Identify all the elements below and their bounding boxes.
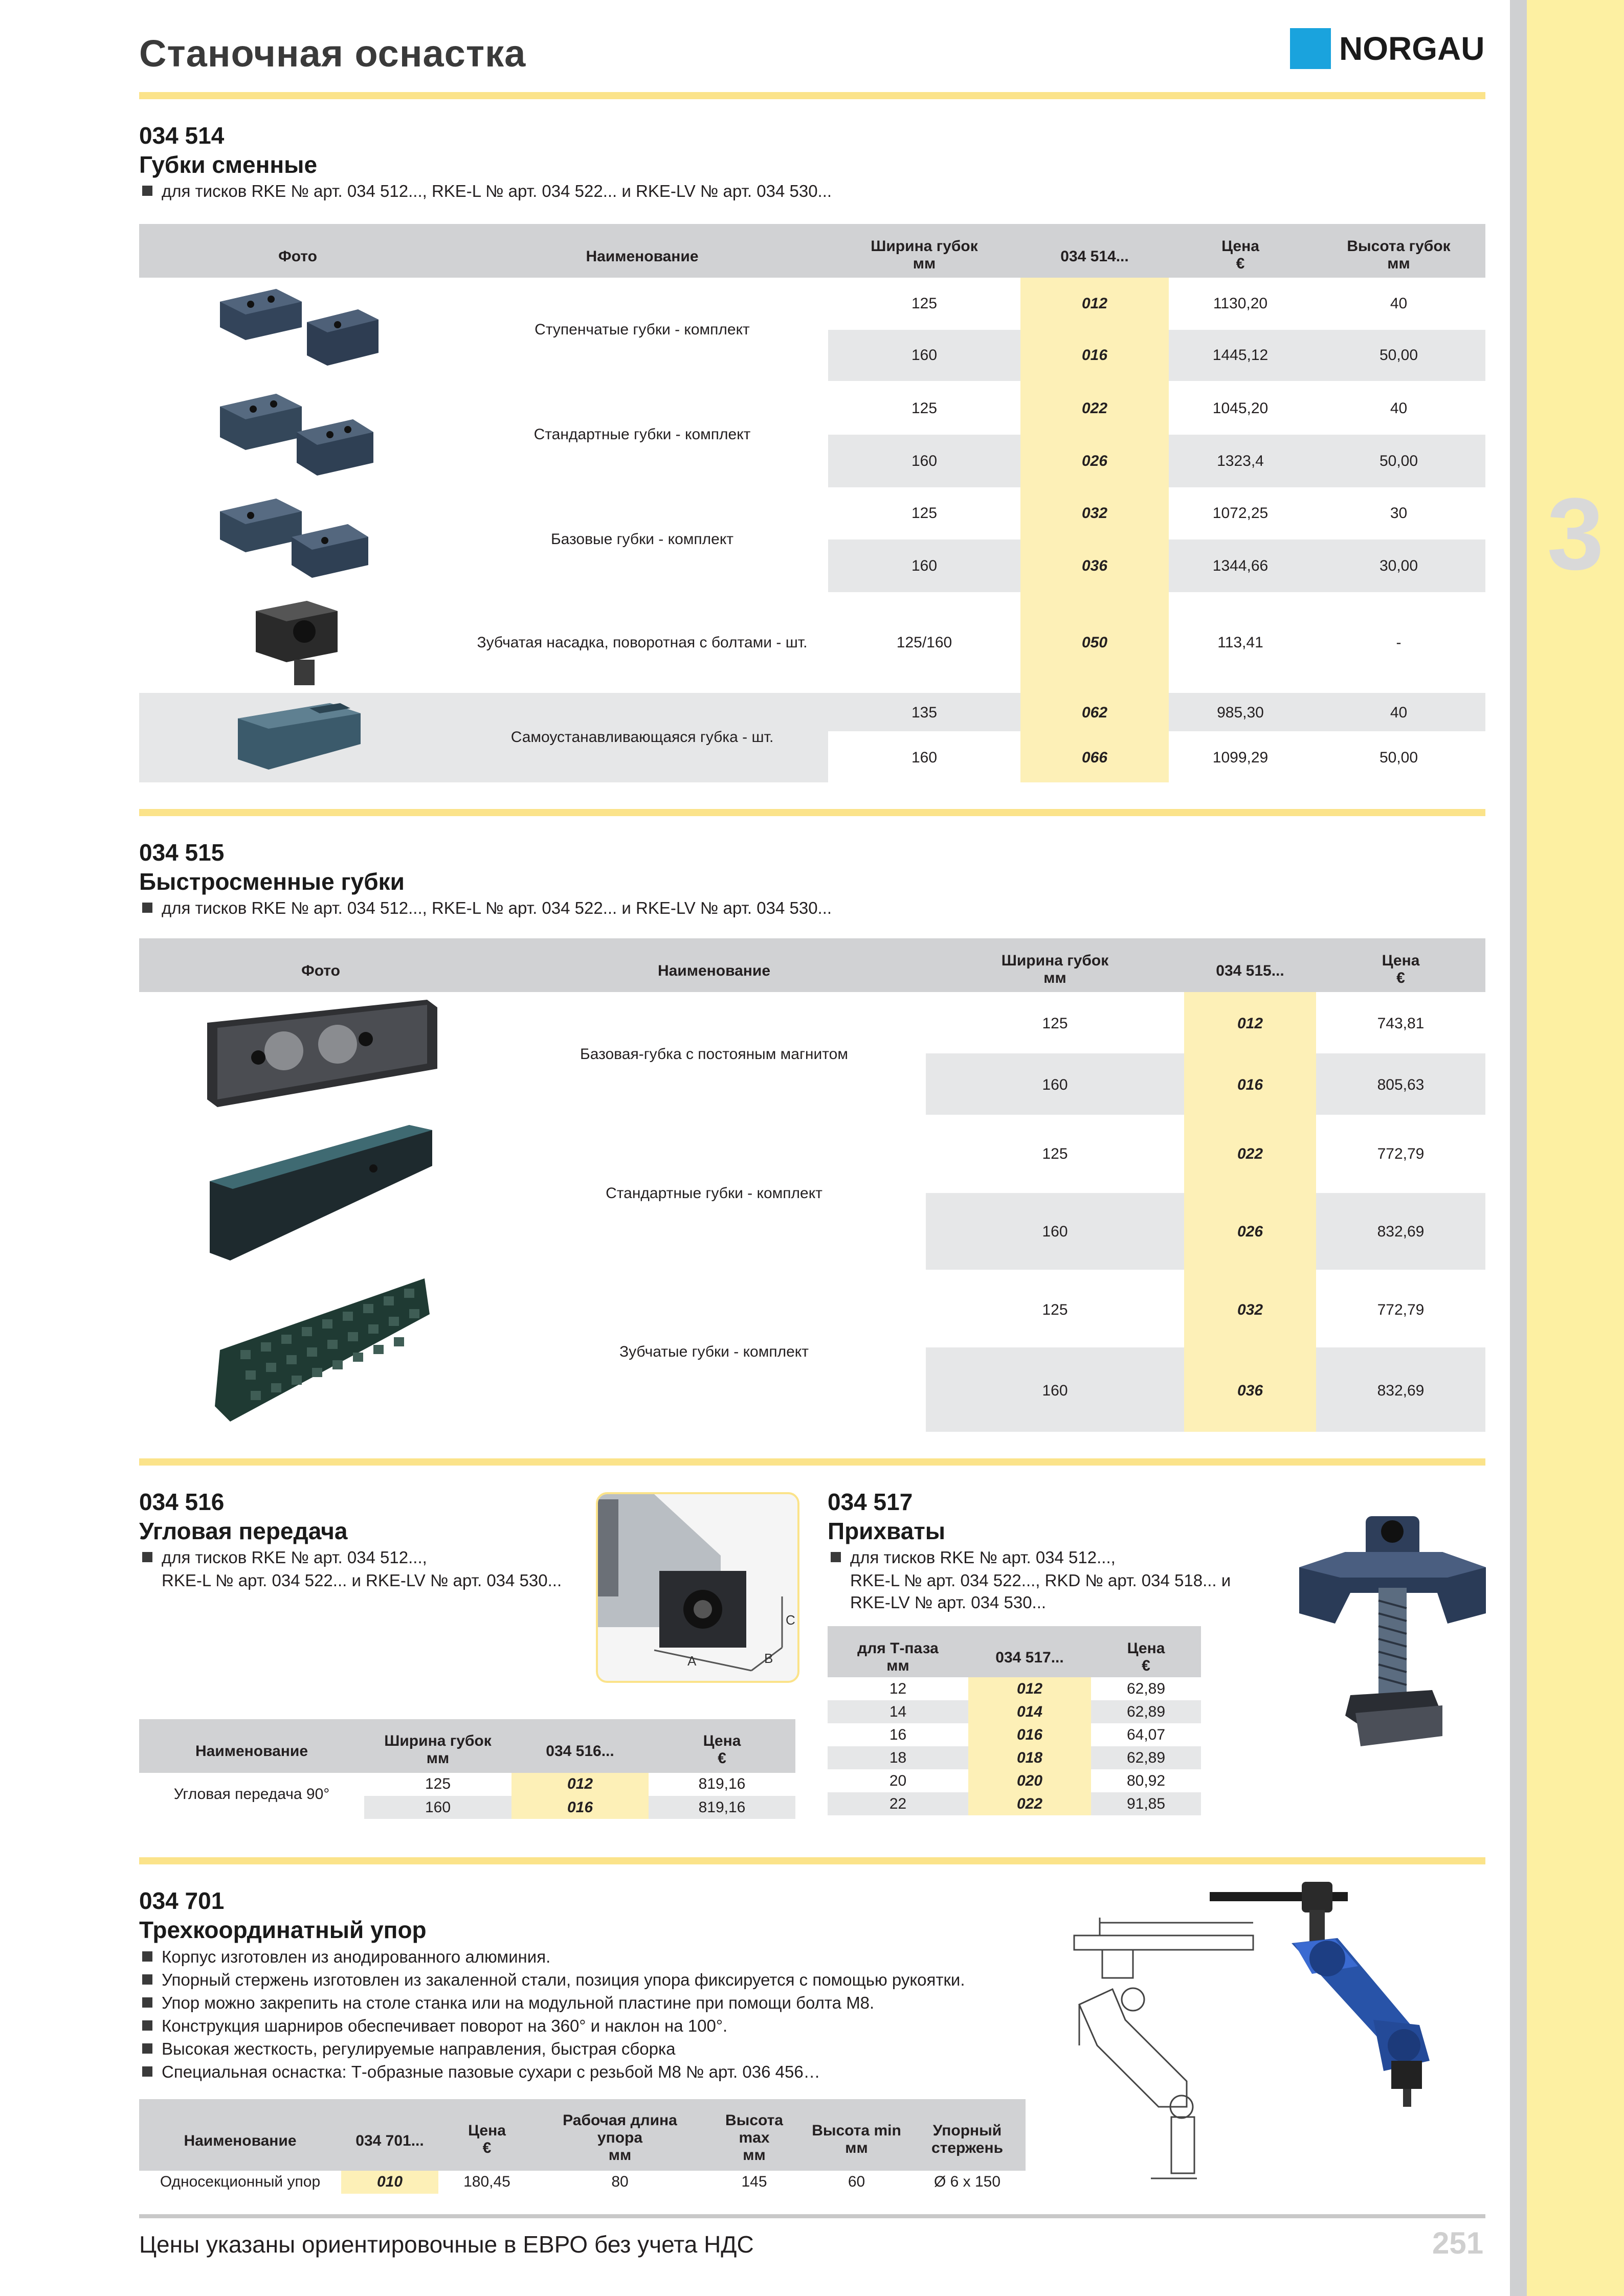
bullet-square-icon [142, 186, 152, 196]
s515-code: 034 515 [139, 839, 225, 866]
s516-hdr-name: Наименование [195, 1743, 308, 1760]
s516-hdr-width: Ширина губок мм [384, 1732, 492, 1767]
s515-hdr-code: 034 515... [1216, 962, 1284, 979]
s515-name: Зубчатые губки - комплект [619, 1343, 809, 1360]
self-aligning-jaw-photo [233, 698, 366, 780]
s701-bullet: Конструкция шарниров обеспечивает поворот на 360° и наклон на 100°. [142, 2016, 727, 2036]
s515-title: Быстросменные губки [139, 868, 405, 895]
s514-name: Стандартные губки - комплект [533, 426, 751, 443]
s514-name: Базовые губки - комплект [550, 531, 734, 548]
bullet-square-icon [142, 1997, 152, 2008]
s701-hdr-hmin: Высота min мм [812, 2122, 901, 2156]
s517-bullet: для тисков RKE № арт. 034 512..., [831, 1548, 1116, 1567]
page-title: Станочная оснастка [139, 32, 526, 75]
s517-bullet-cont: RKE-L № арт. 034 522..., RKD № арт. 034 518... и [850, 1571, 1231, 1590]
footer-divider [139, 2214, 1485, 2218]
side-grey-strip [1510, 0, 1527, 2296]
s514-name: Зубчатая насадка, поворотная с болтами - шт. [477, 634, 808, 651]
base-jaws-photo [215, 491, 384, 588]
s515-hdr-width: Ширина губок мм [1001, 952, 1109, 986]
s517-bullet-cont: RKE-LV № арт. 034 530... [850, 1593, 1047, 1612]
s701-hdr-hmax: Высота max мм [725, 2112, 783, 2164]
s514-hdr-width: Ширина губок мм [871, 238, 978, 272]
s516-hdr-code: 034 516... [546, 1743, 614, 1760]
s517-code: 034 517 [828, 1489, 913, 1515]
standard-jaws-photo [215, 386, 384, 483]
s514-hdr-price: Цена € [1221, 238, 1259, 272]
s701-hdr-code: 034 701... [355, 2132, 424, 2149]
brand-logo-text: NORGAU [1339, 30, 1485, 67]
s701-bullet: Упорный стержень изготовлен из закаленной стали, позиция упора фиксируется с помощью рукоятки. [142, 1970, 965, 1990]
bullet-square-icon [142, 1951, 152, 1962]
s514-hdr-photo: Фото [278, 248, 317, 265]
bullet-square-icon [142, 2020, 152, 2031]
s701-hdr-length: Рабочая длина упора мм [563, 2112, 677, 2164]
s515-hdr-name: Наименование [657, 962, 771, 979]
s701-hdr-rod: Упорный стержень [931, 2122, 1004, 2156]
s516-name: Угловая передача 90° [173, 1786, 330, 1803]
s514-hdr-code: 034 514... [1060, 248, 1129, 265]
s516-title: Угловая передача [139, 1518, 348, 1544]
s701-title: Трехкоординатный упор [139, 1917, 427, 1943]
diagram-label-c: C [786, 1612, 795, 1628]
s517-code-column [968, 1677, 1091, 1815]
s701-bullet: Высокая жесткость, регулируемые направления, быстрая сборка [142, 2039, 675, 2059]
s514-hdr-name: Наименование [586, 248, 699, 265]
serrated-quick-jaws-photo [210, 1273, 435, 1427]
s516-code: 034 516 [139, 1489, 225, 1515]
s515-bullet [142, 898, 832, 918]
s701-hdr-price: Цена € [468, 2122, 506, 2156]
s517-hdr-price: Цена € [1127, 1640, 1165, 1674]
s514-name: Самоустанавливающаяся губка - шт. [510, 729, 774, 746]
section-divider [139, 1857, 1485, 1864]
s514-name: Ступенчатые губки - комплект [535, 321, 750, 338]
s514-bullet [142, 182, 832, 201]
s701-bullet: Упор можно закрепить на столе станка или на модульной пластине при помощи болта М8. [142, 1993, 874, 2013]
bullet-square-icon [142, 2043, 152, 2054]
s514-title: Губки сменные [139, 151, 318, 178]
s701-code: 034 701 [139, 1887, 225, 1914]
header-divider [139, 92, 1485, 99]
page-number: 251 [1432, 2226, 1484, 2260]
s515-name: Стандартные губки - комплект [606, 1185, 822, 1202]
bullet-square-icon [142, 903, 152, 913]
s701-hdr-name: Наименование [184, 2132, 297, 2149]
angle-drive-photo [598, 1494, 797, 1681]
s515-code-column [1184, 992, 1316, 1432]
s701-bullet: Корпус изготовлен из анодированного алюминия. [142, 1947, 550, 1967]
diagram-label-b: B [764, 1651, 773, 1666]
s516-bullet: для тисков RKE № арт. 034 512..., [142, 1548, 427, 1567]
brand-logo-square [1290, 28, 1331, 69]
magnetic-base-jaw-photo [202, 997, 442, 1110]
diagram-label-a: A [687, 1653, 697, 1669]
chapter-number: 3 [1547, 477, 1604, 591]
s701-bullet: Специальная оснастка: Т-образные пазовые сухари с резьбой М8 № арт. 036 456… [142, 2062, 820, 2082]
bullet-square-icon [142, 1974, 152, 1985]
side-yellow-tab [1527, 0, 1624, 2296]
s515-hdr-photo: Фото [301, 962, 340, 979]
s517-hdr-slot: для Т-паза мм [857, 1640, 939, 1674]
standard-quick-jaws-photo [205, 1120, 440, 1263]
s517-title: Прихваты [828, 1518, 946, 1544]
s517-hdr-code: 034 517... [995, 1649, 1064, 1666]
stop-photo [1205, 1872, 1491, 2117]
s514-bullet-text: для тисков RKE № арт. 034 512..., RKE-L № арт. 034 522... и RKE-LV № арт. 034 530... [162, 182, 832, 200]
s515-hdr-price: Цена € [1382, 952, 1420, 986]
bullet-square-icon [142, 1552, 152, 1562]
bullet-square-icon [831, 1552, 841, 1562]
s516-hdr-price: Цена € [703, 1732, 741, 1767]
s515-bullet-text: для тисков RKE № арт. 034 512..., RKE-L № арт. 034 522... и RKE-LV № арт. 034 530... [162, 898, 832, 917]
s515-name: Базовая-губка с постояным магнитом [580, 1046, 848, 1063]
s516-bullet-cont: RKE-L № арт. 034 522... и RKE-LV № арт. 034 530... [162, 1571, 562, 1590]
section-divider [139, 809, 1485, 816]
serrated-swivel-insert-photo [246, 596, 353, 690]
s514-code: 034 514 [139, 122, 225, 149]
section-divider [139, 1458, 1485, 1466]
stepped-jaws-photo [215, 281, 384, 373]
angle-drive-photo-frame [596, 1492, 799, 1683]
bullet-square-icon [142, 2066, 152, 2077]
clamp-photo [1294, 1511, 1491, 1751]
price-note: Цены указаны ориентировочные в ЕВРО без учета НДС [139, 2231, 754, 2258]
s514-hdr-height: Высота губок мм [1347, 238, 1451, 272]
